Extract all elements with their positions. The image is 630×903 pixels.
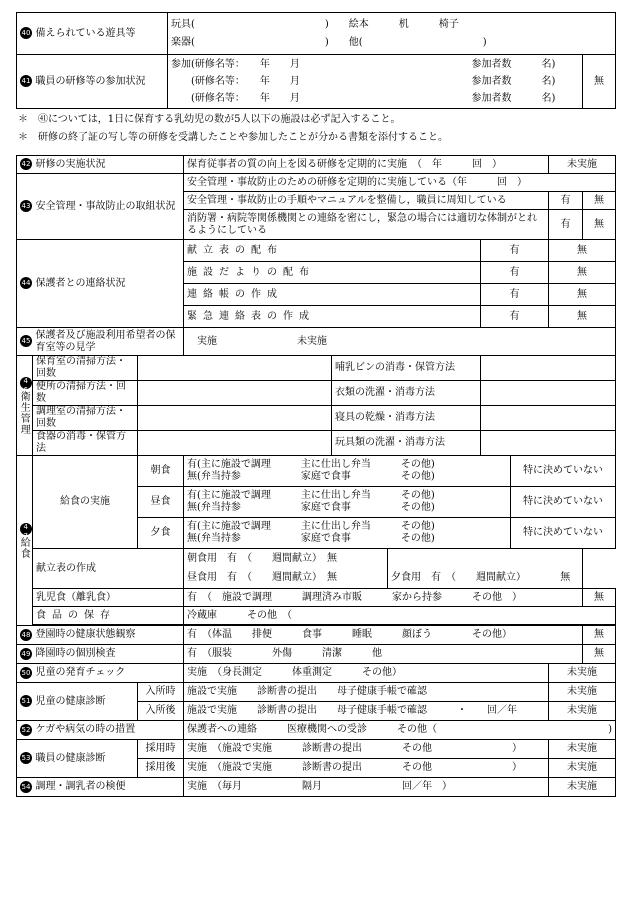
playthings-line-1: 玩具( ) 絵本 机 椅子 <box>171 18 459 30</box>
no-option: 無 <box>549 240 616 262</box>
no-option: 無 <box>549 306 616 328</box>
yes-option: 有 <box>549 210 583 240</box>
not-implemented-option: 未実施 <box>549 702 616 721</box>
baby-food-text: 有 （ 施設で調理 調理済み市販 家から持参 その他 ） <box>184 589 583 607</box>
communication-item: 施設だよりの配布 <box>184 262 481 284</box>
communication-item: 連絡帳の作成 <box>184 284 481 306</box>
hygiene-item: 便所の清掃方法・回数 <box>33 381 138 406</box>
yes-option: 有 <box>549 192 583 210</box>
yes-option: 有 <box>481 240 549 262</box>
not-implemented-option: 未実施 <box>297 335 327 347</box>
row-meals <box>17 456 616 487</box>
meal-name: 朝食 <box>138 456 184 487</box>
training-line: 参加(研修名等： 年 月 <box>171 59 300 70</box>
menu-label: 献立表の作成 <box>33 549 184 589</box>
arrival-check-text: 有 （体温 排便 食事 睡眠 顔ぼう その他） <box>184 626 583 645</box>
not-decided-option: 特に決めていない <box>511 518 616 549</box>
item-number: 51 <box>21 697 31 706</box>
row-parent-communication <box>17 240 616 262</box>
baby-food-label: 乳児食（離乳食） <box>33 589 184 607</box>
hygiene-item: 保育室の清掃方法・回数 <box>33 356 138 381</box>
item-number: 53 <box>21 754 31 763</box>
row-label: 保護者及び施設利用希望者の保育室等の見学 <box>33 328 184 356</box>
menu-dinner: 夕食用 有 （ 週間献立） <box>388 569 549 589</box>
item-number: 54 <box>21 782 31 791</box>
row-label: 調理・調乳者の検便 <box>33 778 184 797</box>
meal-service-label: 給食の実施 <box>33 456 138 549</box>
none-option: 無 <box>549 569 583 589</box>
injury-response-text: 保護者への連絡 医療機関への受診 その他（ <box>184 721 583 740</box>
item-number: 42 <box>21 160 31 169</box>
item-number: 44 <box>21 279 31 288</box>
training-line: (研修名等： 年 月 <box>171 76 300 87</box>
row-label: 安全管理・事故防止の取組状況 <box>33 174 184 240</box>
staff-exam-options: 実施 （施設で実施 診断書の提出 その他 ） <box>184 759 549 778</box>
meal-option-no: 無(弁当持参 家庭で食事 その他) <box>187 502 435 513</box>
safety-line-1: 安全管理・事故防止のための研修を定期的に実施している（年 回 ） <box>184 174 616 192</box>
row-safety-management <box>17 174 616 192</box>
hygiene-item: 寝具の乾燥・消毒方法 <box>332 406 481 431</box>
not-decided-option: 特に決めていない <box>511 456 616 487</box>
meal-name: 昼食 <box>138 487 184 518</box>
row-injury-response: 52 ケガや病気の時の措置 保護者への連絡 医療機関への受診 その他（ ) <box>17 721 616 740</box>
not-decided-option: 特に決めていない <box>511 487 616 518</box>
item-number: 50 <box>21 668 31 677</box>
row-label: 職員の健康診断 <box>33 740 138 778</box>
hygiene-item: 食器の消毒・保管方法 <box>33 431 138 456</box>
row-facility-visit <box>17 328 616 356</box>
none-option: 無 <box>583 589 616 607</box>
meal-option-no: 無(弁当持参 家庭で食事 その他) <box>187 471 435 482</box>
item-number: 46 <box>21 376 30 395</box>
none-option: 無 <box>583 645 616 664</box>
item-number: 45 <box>21 337 31 346</box>
note-2: ＊ 研修の終了証の写し等の研修を受講したことや参加したことが分かる書類を添付すること。 <box>18 132 448 143</box>
row-training-status <box>17 156 616 174</box>
row-label: 衛生管理 <box>18 390 30 435</box>
menu-breakfast: 朝食用 有 （ 週間献立） 無 <box>184 549 388 569</box>
item-number: 48 <box>21 630 31 639</box>
meal-option-yes: 有(主に施設で調理 主に仕出し弁当 その他) <box>187 521 435 532</box>
row-stool-test <box>17 778 616 797</box>
no-option: 無 <box>549 262 616 284</box>
communication-item: 献立表の配布 <box>184 240 481 262</box>
item-number: 40 <box>21 29 31 38</box>
row-label: 研修の実施状況 <box>33 156 184 174</box>
item-number: 47 <box>21 522 30 541</box>
row-label: ケガや病気の時の措置 <box>33 721 184 740</box>
row-label: 児童の健康診断 <box>33 683 138 721</box>
training-line: (研修名等： 年 月 <box>171 93 300 104</box>
safety-line-2: 安全管理・事故防止の手順やマニュアルを整備し，職員に周知している <box>184 192 549 210</box>
playthings-line-2: 楽器( ) 他( ) <box>171 36 487 48</box>
facility-table-1 <box>16 12 616 109</box>
no-option: 無 <box>583 210 616 240</box>
row-label: 備えられている遊具等 <box>33 13 168 55</box>
row-label: 児童の発育チェック <box>33 664 184 683</box>
yes-option: 有 <box>481 262 549 284</box>
no-option: 無 <box>583 192 616 210</box>
staff-exam-options: 実施 （施設で実施 診断書の提出 その他 ） <box>184 740 549 759</box>
implemented-option: 実施 <box>197 335 217 347</box>
row-playthings <box>17 13 616 55</box>
not-implemented-option: 未実施 <box>549 664 616 683</box>
row-label: 給食 <box>18 536 30 559</box>
row-staff-health-exam <box>17 740 616 759</box>
not-implemented-option: 未実施 <box>549 759 616 778</box>
training-status-text: 保育従事者の質の向上を図る研修を定期的に実施 （ 年 回 ） <box>184 156 549 174</box>
hygiene-item: 玩具類の洗濯・消毒方法 <box>332 431 481 456</box>
yes-option: 有 <box>481 284 549 306</box>
departure-check-text: 有 （服装 外傷 清潔 他 <box>184 645 583 664</box>
item-number: 41 <box>21 77 31 86</box>
hygiene-item: 哺乳ビンの消毒・保管方法 <box>332 356 481 381</box>
growth-check-text: 実施 （身長測定 体重測定 その他） <box>184 664 549 683</box>
row-departure-check <box>17 645 616 664</box>
health-exam-options: 施設で実施 診断書の提出 母子健康手帳で確認 ・ 回／年 <box>184 702 549 721</box>
menu-lunch: 昼食用 有 （ 週間献立） 無 <box>184 569 388 589</box>
row-label: 職員の研修等の参加状況 <box>33 55 168 109</box>
timing-label: 入所後 <box>138 702 184 721</box>
no-option: 無 <box>549 284 616 306</box>
food-storage-label: 食品の保存 <box>33 607 184 625</box>
not-implemented-option: 未実施 <box>549 156 616 174</box>
facility-table-2 <box>16 155 616 797</box>
not-implemented-option: 未実施 <box>549 778 616 797</box>
row-label: 降園時の個別検査 <box>33 645 184 664</box>
meal-option-yes: 有(主に施設で調理 主に仕出し弁当 その他) <box>187 490 435 501</box>
participant-count: 参加者数 名) <box>471 76 556 87</box>
health-exam-options: 施設で実施 診断書の提出 母子健康手帳で確認 <box>184 683 549 702</box>
row-child-health-exam <box>17 683 616 702</box>
row-growth-check <box>17 664 616 683</box>
safety-line-3: 消防署・病院等関係機関との連絡を密にし，緊急の場合には適切な体制がとれるようにしている <box>184 210 549 240</box>
not-implemented-option: 未実施 <box>549 683 616 702</box>
participant-count: 参加者数 名) <box>471 93 556 104</box>
row-hygiene <box>17 356 616 381</box>
item-number: 49 <box>21 649 31 658</box>
meal-option-yes: 有(主に施設で調理 主に仕出し弁当 その他) <box>187 459 435 470</box>
note-1: ＊ ㊶については，1日に保育する乳幼児の数が5人以下の施設は必ず記入すること。 <box>18 114 401 125</box>
none-option: 無 <box>583 55 616 109</box>
timing-label: 採用後 <box>138 759 184 778</box>
hygiene-item: 調理室の清掃方法・回数 <box>33 406 138 431</box>
row-label: 保護者との連絡状況 <box>33 240 184 328</box>
hygiene-item: 衣類の洗濯・消毒方法 <box>332 381 481 406</box>
not-implemented-option: 未実施 <box>549 740 616 759</box>
item-number: 43 <box>21 202 31 211</box>
timing-label: 採用時 <box>138 740 184 759</box>
food-storage-text: 冷蔵庫 その他 （ <box>184 607 616 625</box>
row-staff-training <box>17 55 616 109</box>
none-option: 無 <box>583 626 616 645</box>
stool-test-text: 実施 （毎月 隔月 回／年 ） <box>184 778 549 797</box>
meal-option-no: 無(弁当持参 家庭で食事 その他) <box>187 533 435 544</box>
yes-option: 有 <box>481 306 549 328</box>
row-label: 登園時の健康状態観察 <box>33 626 184 645</box>
communication-item: 緊急連絡表の作成 <box>184 306 481 328</box>
item-number: 52 <box>21 725 31 734</box>
meal-name: 夕食 <box>138 518 184 549</box>
row-arrival-check <box>17 626 616 645</box>
timing-label: 入所時 <box>138 683 184 702</box>
participant-count: 参加者数 名) <box>471 59 556 70</box>
